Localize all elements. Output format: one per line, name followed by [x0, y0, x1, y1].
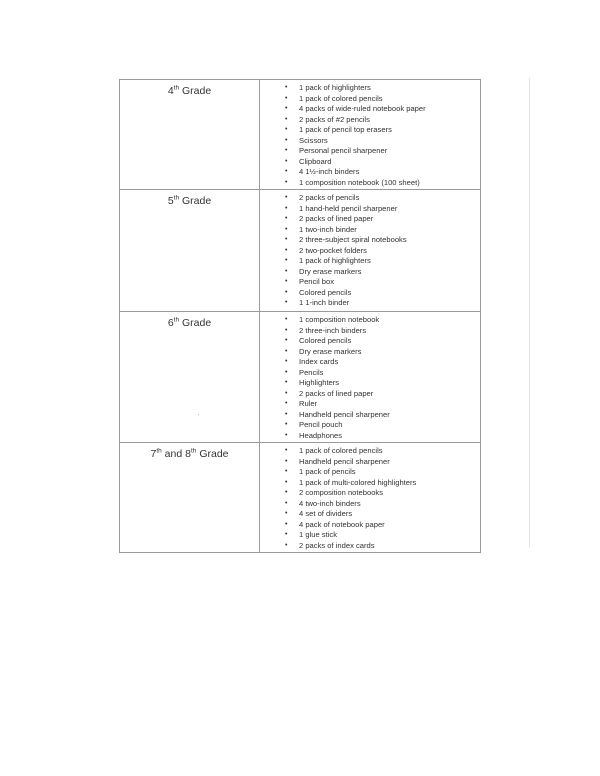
list-item: • 2 three-subject spiral notebooks — [285, 235, 407, 244]
supply-list-6 — [260, 312, 480, 442]
list-item: • Colored pencils — [285, 336, 352, 345]
supply-list-table — [119, 79, 481, 553]
list-item: • Personal pencil sharpener — [285, 146, 388, 155]
bullet-icon: • — [285, 236, 288, 243]
list-item: • 2 composition notebooks — [285, 488, 384, 497]
grade-suffix: th — [173, 84, 180, 92]
bullet-icon: • — [285, 288, 288, 296]
list-item: • 1 pack of highlighters — [285, 83, 371, 92]
bullet-icon: • — [285, 257, 288, 264]
supply-list-7-8 — [260, 443, 480, 552]
list-item: • 1 glue stick — [285, 530, 337, 539]
list-item: • Ruler — [285, 399, 318, 408]
list-item: • 2 packs of index cards — [285, 540, 375, 550]
grade-number: 4 — [167, 85, 174, 97]
grade-joiner: and — [164, 448, 183, 460]
list-item: • Highlighters — [285, 378, 340, 387]
bullet-icon: • — [285, 84, 288, 91]
grade-heading-6 — [120, 317, 259, 330]
bullet-icon: • — [285, 368, 288, 376]
list-item: • 2 packs of lined paper — [285, 388, 374, 398]
list-item: • 1 pack of highlighters — [285, 256, 371, 265]
scan-speck — [198, 414, 199, 415]
bullet-icon: • — [285, 457, 288, 465]
bullet-icon: • — [285, 431, 288, 439]
grade-suffix: th — [156, 447, 162, 455]
list-item: • Headphones — [285, 430, 343, 440]
list-item: • 4 pack of notebook paper — [285, 519, 385, 529]
bullet-icon: • — [285, 136, 288, 144]
grade-cell — [120, 80, 260, 190]
grade-label: Grade — [182, 317, 212, 329]
supply-list-cell — [260, 443, 481, 553]
list-item: • Pencil box — [285, 277, 335, 286]
grade-cell — [120, 190, 260, 312]
list-item: • Handheld pencil sharpener — [285, 456, 390, 466]
grade-number: 7 — [150, 448, 157, 460]
bullet-icon: • — [285, 358, 288, 365]
bullet-icon: • — [285, 421, 288, 428]
bullet-icon: • — [285, 541, 288, 549]
list-item: • 1 pack of pencil top erasers — [285, 125, 392, 134]
bullet-icon: • — [285, 337, 288, 344]
list-item: • 1 two-inch binder — [285, 224, 357, 234]
list-item: • 1 pack of colored pencils — [285, 93, 383, 103]
list-item: • 1 pack of pencils — [285, 467, 356, 476]
bullet-icon: • — [285, 115, 288, 123]
bullet-icon: • — [285, 105, 288, 112]
bullet-icon: • — [285, 499, 288, 507]
bullet-icon: • — [285, 246, 288, 254]
bullet-icon: • — [285, 126, 288, 133]
bullet-icon: • — [285, 510, 288, 517]
bullet-icon: • — [285, 278, 288, 285]
bullet-icon: • — [285, 478, 288, 486]
list-item: • 4 two-inch binders — [285, 498, 361, 508]
list-item: • 2 packs of #2 pencils — [285, 114, 370, 124]
bullet-icon: • — [285, 389, 288, 397]
list-item: • 2 two-pocket folders — [285, 245, 367, 255]
list-item: • 1 pack of multi-colored highlighters — [285, 477, 417, 487]
bullet-icon: • — [285, 410, 288, 418]
supply-list-cell — [260, 80, 481, 190]
grade-heading-4 — [120, 85, 259, 98]
grade-label: Grade — [182, 85, 212, 97]
list-item: • Dry erase markers — [285, 266, 362, 276]
list-item: • 4 set of dividers — [285, 509, 353, 518]
grade-number: 6 — [167, 317, 174, 329]
grade-row-7-8 — [120, 443, 481, 553]
grade-label: Grade — [199, 448, 229, 460]
grade-number: 5 — [167, 195, 174, 207]
scan-edge-line — [529, 78, 530, 548]
grade-row-6 — [120, 312, 481, 443]
bullet-icon: • — [285, 326, 288, 334]
grade-row-4 — [120, 80, 481, 190]
list-item: • 1 composition notebook — [285, 315, 380, 324]
bullet-icon: • — [285, 225, 288, 233]
list-item: • Index cards — [285, 357, 339, 366]
grade-suffix: th — [173, 194, 180, 202]
list-item: • 2 three-inch binders — [285, 325, 367, 335]
list-item: • Colored pencils — [285, 287, 352, 297]
bullet-icon: • — [285, 178, 288, 186]
list-item: • 1 1-inch binder — [285, 298, 350, 307]
bullet-icon: • — [285, 299, 288, 306]
supply-list-5 — [260, 190, 480, 310]
bullet-icon: • — [285, 347, 288, 355]
grade-heading-5 — [120, 195, 259, 208]
bullet-icon: • — [285, 531, 288, 538]
list-item: • Handheld pencil sharpener — [285, 409, 390, 419]
list-item: • Dry erase markers — [285, 346, 362, 356]
bullet-icon: • — [285, 147, 288, 154]
grade-number-2: 8 — [185, 448, 191, 460]
list-item: • 4 1½-inch binders — [285, 167, 360, 176]
grade-suffix-2: th — [190, 447, 197, 455]
list-item: • 2 packs of pencils — [285, 193, 360, 202]
grade-cell — [120, 443, 260, 553]
bullet-icon: • — [285, 267, 288, 275]
grade-row-5 — [120, 190, 481, 312]
bullet-icon: • — [285, 194, 288, 201]
list-item: • 1 pack of colored pencils — [285, 446, 383, 455]
bullet-icon: • — [285, 168, 288, 175]
bullet-icon: • — [285, 94, 288, 102]
grade-heading-7-8 — [120, 448, 259, 461]
list-item: • Clipboard — [285, 156, 332, 166]
grade-label: Grade — [182, 195, 212, 207]
grade-cell — [120, 312, 260, 443]
bullet-icon: • — [285, 157, 288, 165]
bullet-icon: • — [285, 215, 288, 222]
bullet-icon: • — [285, 468, 288, 475]
list-item: • 1 hand-held pencil sharpener — [285, 203, 398, 213]
bullet-icon: • — [285, 379, 288, 386]
bullet-icon: • — [285, 204, 288, 212]
list-item: • 4 packs of wide-ruled notebook paper — [285, 104, 426, 113]
grade-suffix: th — [173, 316, 180, 324]
list-item: • Pencils — [285, 367, 324, 377]
list-item: • Pencil pouch — [285, 420, 343, 429]
list-item: • 2 packs of lined paper — [285, 214, 374, 223]
bullet-icon: • — [285, 316, 288, 323]
supply-list-cell — [260, 312, 481, 443]
list-item: • 1 composition notebook (100 sheet) — [285, 177, 420, 187]
bullet-icon: • — [285, 520, 288, 528]
bullet-icon: • — [285, 447, 288, 454]
supply-list-4 — [260, 80, 480, 189]
bullet-icon: • — [285, 489, 288, 496]
bullet-icon: • — [285, 400, 288, 407]
supply-list-cell — [260, 190, 481, 312]
list-item: • Scissors — [285, 135, 328, 145]
